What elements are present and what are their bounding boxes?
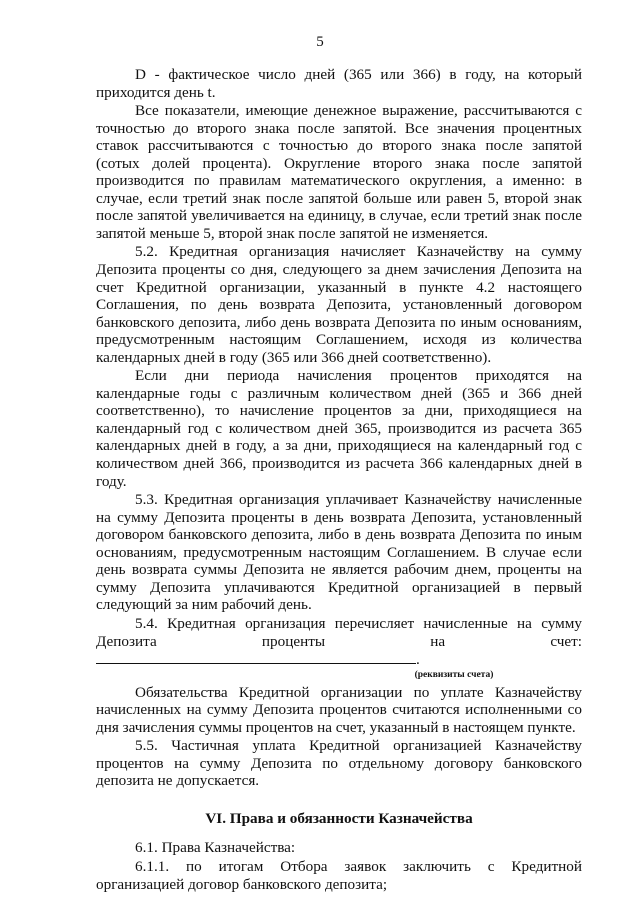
paragraph-6-1: 6.1. Права Казначейства: (135, 839, 296, 857)
paragraph-5-4-end: . (416, 651, 420, 669)
paragraph-6-1-1: 6.1.1. по итогам Отбора заявок заключить с Кредитной организацией договор банковского депозита; (96, 857, 582, 893)
account-fill-line (96, 650, 416, 664)
page-number: 5 (316, 34, 324, 50)
paragraph-5-4-text: 5.4. Кредитная организация перечисляет начисленные на сумму Депозита проценты на счет: (96, 614, 582, 650)
paragraph-obligations: Обязательства Кредитной организации по уплате Казначейству начисленных на сумму Депозита процентов считаются исполненными со дня зачисления суммы процентов на счет, указанный в настоящем пункте. (96, 683, 582, 736)
paragraph-year-days: Если дни периода начисления процентов приходятся на календарные годы с различным количеством дней (365 и 366 дней соответственно), то начисление процентов за дни, приходящиеся на календарный год с количеством дней 365, производится из расчета 365 календарных дней в году, а за дни, приходящиеся на календарный год с количеством дней 366, производится из расчета 366 календарных дней в году. (96, 367, 582, 490)
account-caption: (реквизиты счета) (414, 669, 494, 680)
document-body (96, 66, 582, 893)
paragraph-5-4 (96, 615, 582, 669)
paragraph-5-5: 5.5. Частичная уплата Кредитной организацией Казначейству процентов на сумму Депозита по отдельному договору банковского депозита не допускается. (96, 737, 582, 790)
paragraph-rounding: Все показатели, имеющие денежное выражение, рассчитываются с точностью до второго знака после запятой. Все значения процентных ставок рассчитываются с точностью до второго знака после запятой (сотых долей процента). Округление второго знака после запятой производится по правилам математического округления, а именно: в случае, если третий знак после запятой больше или равен 5, второй знак после запятой увеличивается на единицу, в случае, если третий знак после запятой меньше 5, второй знак после запятой не изменяется. (96, 102, 582, 242)
paragraph-5-3: 5.3. Кредитная организация уплачивает Казначейству начисленные на сумму Депозита проценты в день возврата Депозита, установленный договором банковского депозита, либо в день возврата Депозита по иным основаниям, предусмотренным настоящим Соглашением. В случае если день возврата суммы Депозита не является рабочим днем, проценты на сумму Депозита уплачиваются Кредитной организацией в первый следующий за ним рабочий день. (96, 491, 582, 614)
paragraph-5-2: 5.2. Кредитная организация начисляет Казначейству на сумму Депозита проценты со дня, следующего за днем зачисления Депозита на счет Кредитной организации, указанный в пункте 4.2 настоящего Соглашения, по день возврата Депозита, установленный договором банковского депозита, либо день возврата Депозита по иным основаниям, предусмотренным настоящим Соглашением, исходя из количества календарных дней в году (365 или 366 дней соответственно). (96, 243, 582, 366)
section-heading: VI. Права и обязанности Казначейства (205, 809, 473, 827)
paragraph-d-definition: D - фактическое число дней (365 или 366) в году, на который приходится день t. (96, 66, 582, 101)
